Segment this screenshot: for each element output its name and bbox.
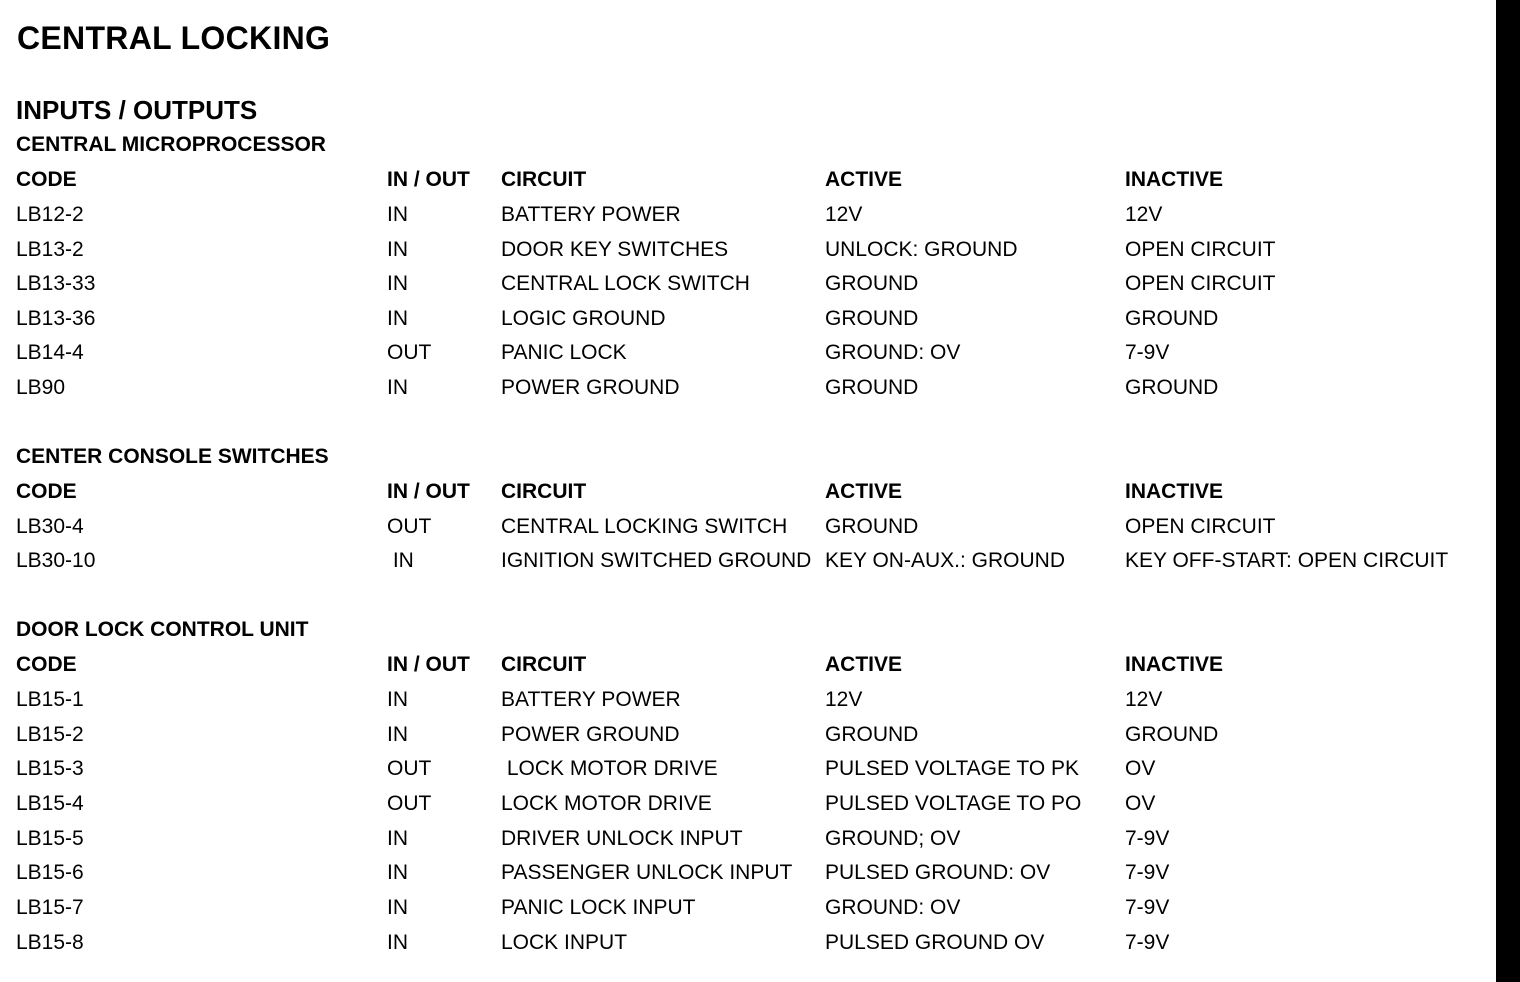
inactive-cell: 7-9V [1125,896,1170,919]
column-header-inactive: INACTIVE [1125,168,1224,191]
table-row [0,688,1496,722]
inactive-cell: 12V [1125,688,1163,711]
table-row [0,723,1496,757]
circuit-cell: CENTRAL LOCK SWITCH [501,272,750,295]
column-header-code: CODE [16,653,77,676]
active-cell: PULSED VOLTAGE TO PK [825,757,1080,780]
column-header-active: ACTIVE [825,168,903,191]
active-cell: GROUND [825,723,919,746]
code-cell: LB15-3 [16,757,84,780]
code-cell: LB15-7 [16,896,84,919]
code-cell: LB15-6 [16,861,84,884]
circuit-cell: POWER GROUND [501,723,680,746]
inactive-cell: OPEN CIRCUIT [1125,515,1276,538]
io-cell: IN [387,723,408,746]
table-row [0,931,1496,965]
circuit-cell: DRIVER UNLOCK INPUT [501,827,743,850]
code-cell: LB15-8 [16,931,84,954]
active-cell: GROUND; OV [825,827,961,850]
code-cell: LB15-2 [16,723,84,746]
code-cell: LB30-10 [16,549,96,572]
inactive-cell: KEY OFF-START: OPEN CIRCUIT [1125,549,1449,572]
inactive-cell: OV [1125,757,1156,780]
io-cell: OUT [387,515,432,538]
active-cell: KEY ON-AUX.: GROUND [825,549,1065,572]
circuit-cell: BATTERY POWER [501,688,681,711]
io-cell: OUT [387,757,432,780]
table-row [0,896,1496,930]
active-cell: UNLOCK: GROUND [825,238,1018,261]
table-row [0,238,1496,272]
io-cell: IN [387,896,408,919]
table-header-row [0,168,1496,202]
table-header-row [0,653,1496,687]
circuit-cell: LOCK MOTOR DRIVE [501,792,712,815]
active-cell: GROUND [825,307,919,330]
circuit-cell: LOCK MOTOR DRIVE [501,757,718,780]
io-cell: IN [387,376,408,399]
inactive-cell: GROUND [1125,376,1219,399]
io-cell: IN [387,861,408,884]
code-cell: LB13-33 [16,272,96,295]
column-header-code: CODE [16,480,77,503]
active-cell: GROUND [825,515,919,538]
code-cell: LB90 [16,376,66,399]
io-cell: IN [387,688,408,711]
io-cell: OUT [387,792,432,815]
active-cell: PULSED GROUND OV [825,931,1045,954]
code-cell: LB30-4 [16,515,84,538]
table-row [0,307,1496,341]
code-cell: LB13-36 [16,307,96,330]
circuit-cell: LOGIC GROUND [501,307,666,330]
active-cell: GROUND: OV [825,341,961,364]
inactive-cell: 7-9V [1125,827,1170,850]
circuit-cell: LOCK INPUT [501,931,628,954]
table-row [0,376,1496,410]
inactive-cell: 7-9V [1125,341,1170,364]
io-cell: IN [387,307,408,330]
column-header-active: ACTIVE [825,480,903,503]
code-cell: LB15-4 [16,792,84,815]
active-cell: GROUND [825,376,919,399]
column-header-circuit: CIRCUIT [501,653,587,676]
column-header-circuit: CIRCUIT [501,168,587,191]
circuit-cell: IGNITION SWITCHED GROUND [501,549,812,572]
circuit-cell: PASSENGER UNLOCK INPUT [501,861,793,884]
table-row [0,827,1496,861]
section-title-central-microprocessor: CENTRAL MICROPROCESSOR [16,133,326,156]
code-cell: LB15-1 [16,688,84,711]
section-title-door-lock-control-unit: DOOR LOCK CONTROL UNIT [16,618,309,641]
table-row [0,549,1496,583]
io-cell: IN [387,238,408,261]
circuit-cell: BATTERY POWER [501,203,681,226]
io-cell: IN [387,827,408,850]
circuit-cell: PANIC LOCK INPUT [501,896,696,919]
active-cell: PULSED GROUND: OV [825,861,1051,884]
document-title: CENTRAL LOCKING [17,20,331,56]
circuit-cell: CENTRAL LOCKING SWITCH [501,515,788,538]
circuit-cell: DOOR KEY SWITCHES [501,238,729,261]
io-cell: IN [387,203,408,226]
table-row [0,272,1496,306]
inactive-cell: OPEN CIRCUIT [1125,272,1276,295]
circuit-cell: POWER GROUND [501,376,680,399]
active-cell: PULSED VOLTAGE TO PO [825,792,1082,815]
table-row [0,341,1496,375]
table-row [0,792,1496,826]
column-header-io: IN / OUT [387,168,470,191]
table-row [0,861,1496,895]
circuit-cell: PANIC LOCK [501,341,627,364]
column-header-inactive: INACTIVE [1125,653,1224,676]
code-cell: LB15-5 [16,827,84,850]
io-cell: IN [387,272,408,295]
io-cell: OUT [387,341,432,364]
column-header-inactive: INACTIVE [1125,480,1224,503]
active-cell: 12V [825,688,863,711]
active-cell: GROUND [825,272,919,295]
column-header-active: ACTIVE [825,653,903,676]
code-cell: LB12-2 [16,203,84,226]
code-cell: LB13-2 [16,238,84,261]
io-cell: IN [387,931,408,954]
section-title-center-console-switches: CENTER CONSOLE SWITCHES [16,445,329,468]
page-edge-bar [1496,0,1520,982]
inactive-cell: OPEN CIRCUIT [1125,238,1276,261]
active-cell: 12V [825,203,863,226]
table-row [0,757,1496,791]
table-row [0,203,1496,237]
inactive-cell: GROUND [1125,307,1219,330]
column-header-io: IN / OUT [387,480,470,503]
table-header-row [0,480,1496,514]
document-subtitle: INPUTS / OUTPUTS [16,95,258,125]
column-header-circuit: CIRCUIT [501,480,587,503]
column-header-io: IN / OUT [387,653,470,676]
table-row [0,515,1496,549]
inactive-cell: 7-9V [1125,861,1170,884]
active-cell: GROUND: OV [825,896,961,919]
io-cell: IN [387,549,414,572]
inactive-cell: OV [1125,792,1156,815]
inactive-cell: 12V [1125,203,1163,226]
inactive-cell: GROUND [1125,723,1219,746]
column-header-code: CODE [16,168,77,191]
code-cell: LB14-4 [16,341,84,364]
inactive-cell: 7-9V [1125,931,1170,954]
